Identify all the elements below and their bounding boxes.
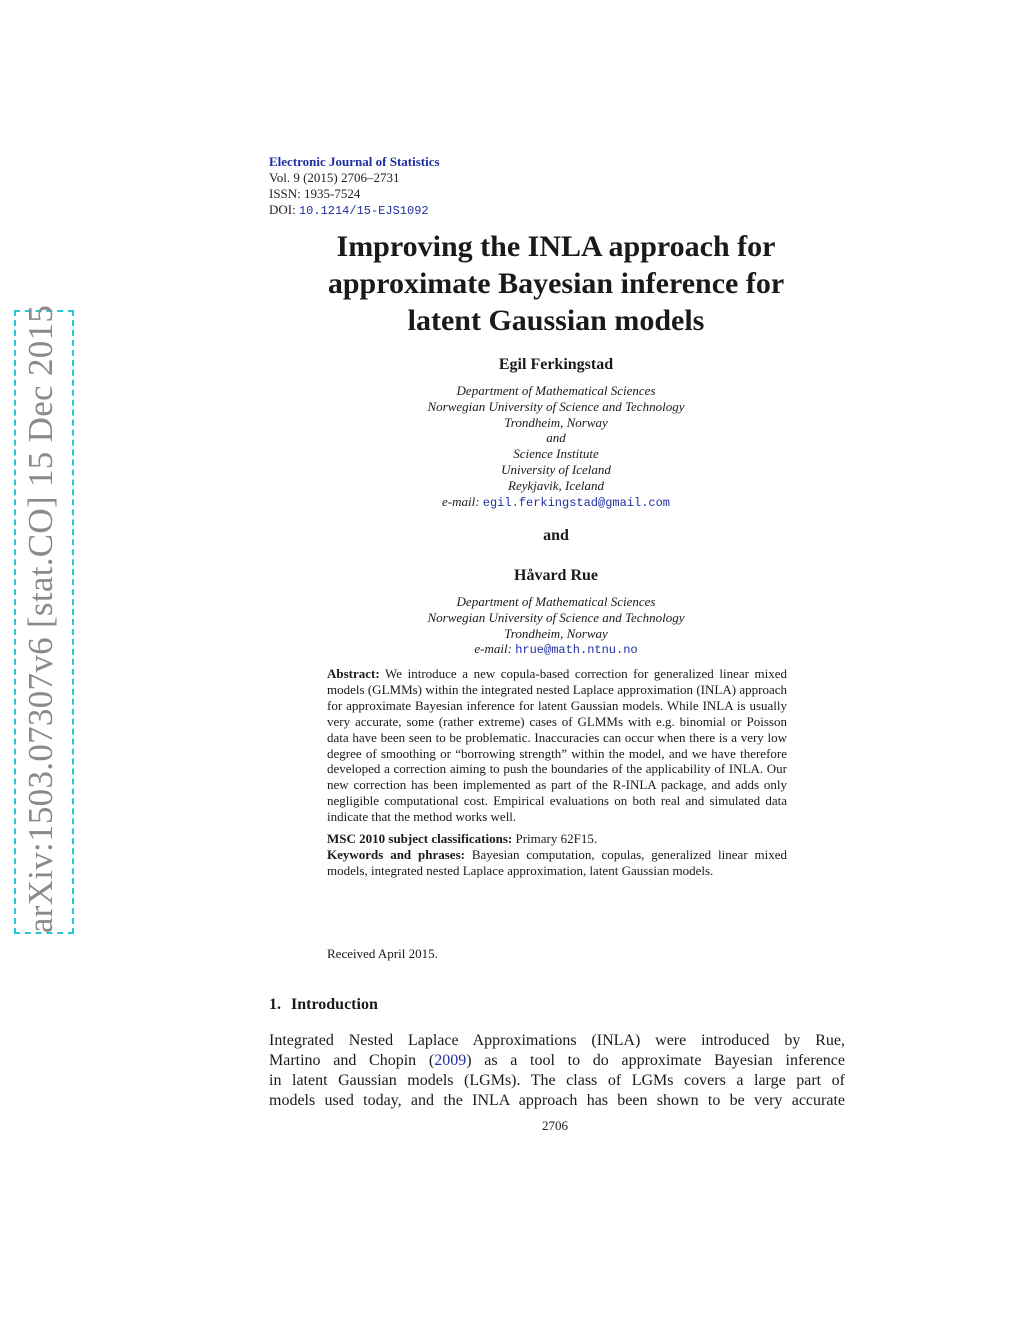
author-email-line xyxy=(256,494,856,512)
page-number: 2706 xyxy=(542,1118,568,1133)
affiliation-line: University of Iceland xyxy=(501,461,611,477)
author-separator: and xyxy=(543,527,569,544)
title-line: latent Gaussian models xyxy=(407,304,705,337)
author-name: Egil Ferkingstad xyxy=(498,356,614,373)
intro-line: models used today, and the INLA approach has been shown to be very accurate xyxy=(269,1092,845,1109)
section-title: Introduction xyxy=(291,996,378,1013)
received-date: Received April 2015. xyxy=(327,946,438,961)
msc-line xyxy=(327,831,787,847)
author-affiliation xyxy=(256,594,856,659)
intro-text-fragment: ) as a tool to do approximate Bayesian inference xyxy=(466,1052,846,1069)
affiliation-line: and xyxy=(546,430,566,446)
arxiv-identifier: arXiv:1503.07307v6 [stat.CO] 15 Dec 2015 xyxy=(21,304,60,934)
paper-title xyxy=(256,228,856,339)
journal-issn: ISSN: 1935-7524 xyxy=(269,186,361,201)
affiliation-line: Norwegian University of Science and Technology xyxy=(427,398,685,414)
affiliation-line: Department of Mathematical Sciences xyxy=(456,594,656,609)
author-email-link[interactable]: hrue@math.ntnu.no xyxy=(515,643,638,658)
journal-header xyxy=(269,154,440,219)
author-name: Håvard Rue xyxy=(514,567,598,584)
section-number: 1. xyxy=(269,996,281,1013)
abstract-label: Abstract: xyxy=(327,666,380,681)
abstract-paragraph xyxy=(327,666,787,825)
intro-paragraph xyxy=(269,1031,845,1111)
author-block-2 xyxy=(256,567,856,659)
abstract-section xyxy=(327,666,787,879)
keywords-line xyxy=(327,847,787,879)
intro-line xyxy=(269,1051,845,1071)
doi-link[interactable]: 10.1214/15-EJS1092 xyxy=(298,204,429,218)
section-heading xyxy=(269,996,378,1014)
affiliation-line: Department of Mathematical Sciences xyxy=(456,383,656,398)
email-label: e-mail: xyxy=(441,493,480,509)
journal-name[interactable]: Electronic Journal of Statistics xyxy=(269,154,440,169)
affiliation-line: Science Institute xyxy=(513,446,599,462)
intro-line: Integrated Nested Laplace Approximations (INLA) were introduced by Rue, xyxy=(269,1032,845,1049)
author-affiliation xyxy=(256,383,856,511)
journal-volume: Vol. 9 (2015) 2706–2731 xyxy=(269,170,400,185)
affiliation-line: Reykjavik, Iceland xyxy=(508,477,604,493)
author-email-link[interactable]: egil.ferkingstad@gmail.com xyxy=(482,495,671,510)
title-line: Improving the INLA approach for xyxy=(336,230,776,263)
intro-line: in latent Gaussian models (LGMs). The class of LGMs covers a large part of xyxy=(269,1072,845,1089)
msc-label: MSC 2010 subject classifications: xyxy=(327,831,513,847)
keywords-value: Bayesian computation, copulas, generalized linear mixed models, integrated nested Laplace approximation, latent Gaussian models. xyxy=(327,846,787,878)
title-line: approximate Bayesian inference for xyxy=(327,267,785,300)
journal-doi-line xyxy=(269,202,440,219)
intro-text-fragment: Martino and Chopin ( xyxy=(269,1052,435,1069)
doi-label: DOI: xyxy=(269,202,296,217)
citation-link-2009[interactable]: 2009 xyxy=(434,1052,467,1069)
author-email-line xyxy=(256,641,856,659)
affiliation-line: Trondheim, Norway xyxy=(504,414,608,430)
keywords-label: Keywords and phrases: xyxy=(327,846,465,862)
author-block-1 xyxy=(256,356,856,511)
abstract-text: We introduce a new copula-based correction for generalized linear mixed models (GLMMs) within the integrated nested Laplace approximation (INLA) approach for approximate Bayesian inference for latent Gaussian models. While INLA is usually very accurate, some (rather extreme) cases of GLMMs with e.g. binomial or Poisson data have been seen to be problematic. Inaccuracies can occur when there is a very low degree of smoothing or “borrowing strength” within the model, and we have therefore developed a correction aiming to push the boundaries of the applicability of INLA. Our new correction has been implemented as part of the R-INLA package, and adds only negligible computational cost. Empirical evaluations on both real and simulated data indicate that the method works well. xyxy=(327,666,787,825)
msc-value: Primary 62F15. xyxy=(515,831,598,847)
email-label: e-mail: xyxy=(474,641,512,657)
affiliation-line: Trondheim, Norway xyxy=(504,625,608,641)
affiliation-line: Norwegian University of Science and Technology xyxy=(427,609,685,625)
